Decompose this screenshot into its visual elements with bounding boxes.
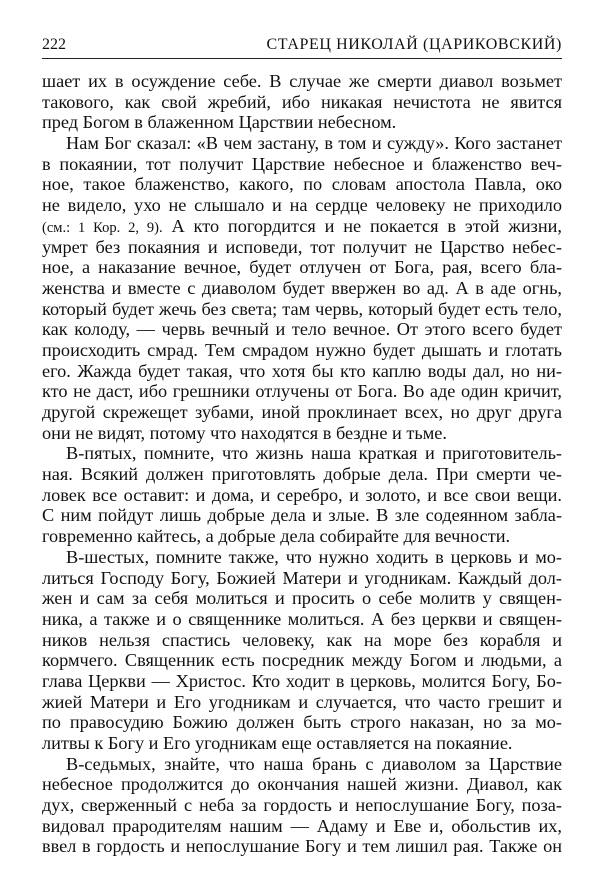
line-text: небесное продолжится до окончания нашей жизни. Диавол, как — [42, 774, 562, 795]
text-line — [42, 71, 562, 92]
text-line — [42, 319, 562, 340]
text-line — [42, 299, 562, 320]
text-line — [42, 671, 562, 692]
page-number: 222 — [42, 36, 66, 53]
text-line — [42, 464, 562, 485]
line-text: кто не даст, ибо грешники отлучены от Бога. Во аде один кричит, — [42, 381, 562, 402]
text-line — [42, 733, 562, 754]
line-text: они не видят, потому что находятся в бездне и тьме. — [42, 422, 447, 443]
text-line — [42, 402, 562, 423]
text-line — [42, 795, 562, 816]
text-line — [42, 133, 562, 154]
line-text: В-шестых, помните также, что нужно ходить в церковь и мо- — [66, 546, 562, 567]
text-line — [42, 423, 562, 444]
line-text: не видело, ухо не слышало и на сердце человеку не приходило — [42, 195, 562, 216]
line-text: видовал прародителям нашим — Адаму и Еве и, обольстив их, — [42, 815, 562, 836]
text-line — [42, 216, 562, 237]
line-text: ное, такое блаженство, какого, по словам апостола Павла, око — [42, 174, 562, 195]
text-line — [42, 650, 562, 671]
line-text: дух, сверженный с неба за гордость и непослушание Богу, поза- — [42, 795, 562, 816]
text-line — [42, 774, 562, 795]
line-text: литвы к Богу и Его угодникам еще оставляется на покаяние. — [42, 733, 513, 753]
line-text: шает их в осуждение себе. В случае же смерти диавол возьмет — [42, 71, 562, 91]
text-line — [42, 609, 562, 630]
running-title: СТАРЕЦ НИКОЛАЙ (ЦАРИКОВСКИЙ) — [266, 36, 562, 53]
line-text: литься Господу Богу, Божией Матери и угодникам. Каждый дол- — [42, 567, 562, 588]
text-line — [42, 443, 562, 464]
line-text: ника, а также и о священнике молиться. А без церкви и священ- — [42, 608, 562, 629]
text-line — [42, 361, 562, 382]
text-line — [42, 381, 562, 402]
line-text: ловек все оставит: и дома, и серебро, и золото, и все свои вещи. — [42, 484, 562, 505]
page-body-text — [42, 71, 562, 857]
line-text: глава Церкви — Христос. Кто ходит в церковь, молится Богу, Бо- — [42, 670, 562, 691]
text-line — [42, 257, 562, 278]
text-line — [42, 816, 562, 837]
text-line — [42, 754, 562, 775]
line-text: ная. Всякий должен приготовлять добрые дела. При смерти че- — [42, 464, 562, 485]
line-text: ников нельзя спастись человеку, как на море без корабля и — [42, 629, 562, 650]
line-text: ввел в гордость и непослушание Богу и тем лишил рая. Также он — [42, 836, 562, 857]
text-line — [42, 174, 562, 195]
line-text: такового, как свой жребий, ибо никакая нечистота не явится — [42, 91, 562, 112]
line-text: умрет без покаяния и исповеди, тот получит не Царство небес- — [42, 236, 562, 257]
page-header — [42, 32, 562, 59]
text-line — [42, 237, 562, 258]
line-text: В-пятых, помните, что жизнь наша краткая и приготовитель- — [66, 443, 562, 464]
line-text: говременно кайтесь, а добрые дела собирайте для вечности. — [42, 526, 511, 547]
text-line — [42, 195, 562, 216]
text-line — [42, 278, 562, 299]
text-line — [42, 485, 562, 506]
line-text: как колоду, — червь вечный и тело вечное. От этого всего будет — [42, 319, 562, 340]
text-line — [42, 692, 562, 713]
text-line — [42, 112, 562, 133]
text-line — [42, 712, 562, 733]
scripture-reference: (см.: 1 Кор. 2, 9). — [42, 219, 163, 236]
text-line — [42, 505, 562, 526]
line-text: пред Богом в блаженном Царствии небесном. — [42, 112, 397, 133]
text-line — [42, 526, 562, 547]
text-line — [42, 588, 562, 609]
text-line — [42, 92, 562, 113]
text-line — [42, 630, 562, 651]
line-text: Нам Бог сказал: «В чем застану, в том и сужду». Кого застанет — [66, 133, 562, 154]
line-text: который будет жечь без света; там червь, который будет есть тело, — [42, 298, 562, 319]
line-text: в покаянии, тот получит Царствие небесное и блаженство веч- — [42, 153, 562, 174]
line-text: В-седьмых, знайте, что наша брань с диаволом за Царствие — [66, 753, 562, 774]
line-text: жен и сам за себя молиться и просить о себе молитв у священ- — [42, 588, 562, 609]
line-text: С ним пойдут лишь добрые дела и злые. В зле содеянном забла- — [42, 505, 562, 526]
line-text: по правосудию Божию должен быть строго наказан, но за мо- — [42, 712, 562, 733]
line-text: ное, а наказание вечное, будет отлучен от Бога, рая, всего бла- — [42, 257, 562, 278]
line-text: его. Жажда будет такая, что хотя бы кто каплю воды дал, но ни- — [42, 360, 562, 381]
text-line — [42, 568, 562, 589]
text-line — [42, 547, 562, 568]
line-text: А кто погордится и не покается в этой жизни, — [162, 215, 562, 236]
line-text: кормчего. Священник есть посредник между Богом и людьми, а — [42, 650, 562, 671]
line-text: жией Матери и Его угодникам и случается, что часто грешит и — [42, 691, 562, 712]
line-text: происходить смрад. Тем смрадом нужно будет дышать и глотать — [42, 339, 562, 360]
line-text: другой скрежещет зубами, иной проклинает всех, но друг друга — [42, 402, 562, 422]
text-line — [42, 836, 562, 857]
line-text: женства и вместе с диаволом будет ввержен во ад. А в аде огнь, — [42, 277, 562, 298]
text-line — [42, 340, 562, 361]
text-line — [42, 154, 562, 175]
